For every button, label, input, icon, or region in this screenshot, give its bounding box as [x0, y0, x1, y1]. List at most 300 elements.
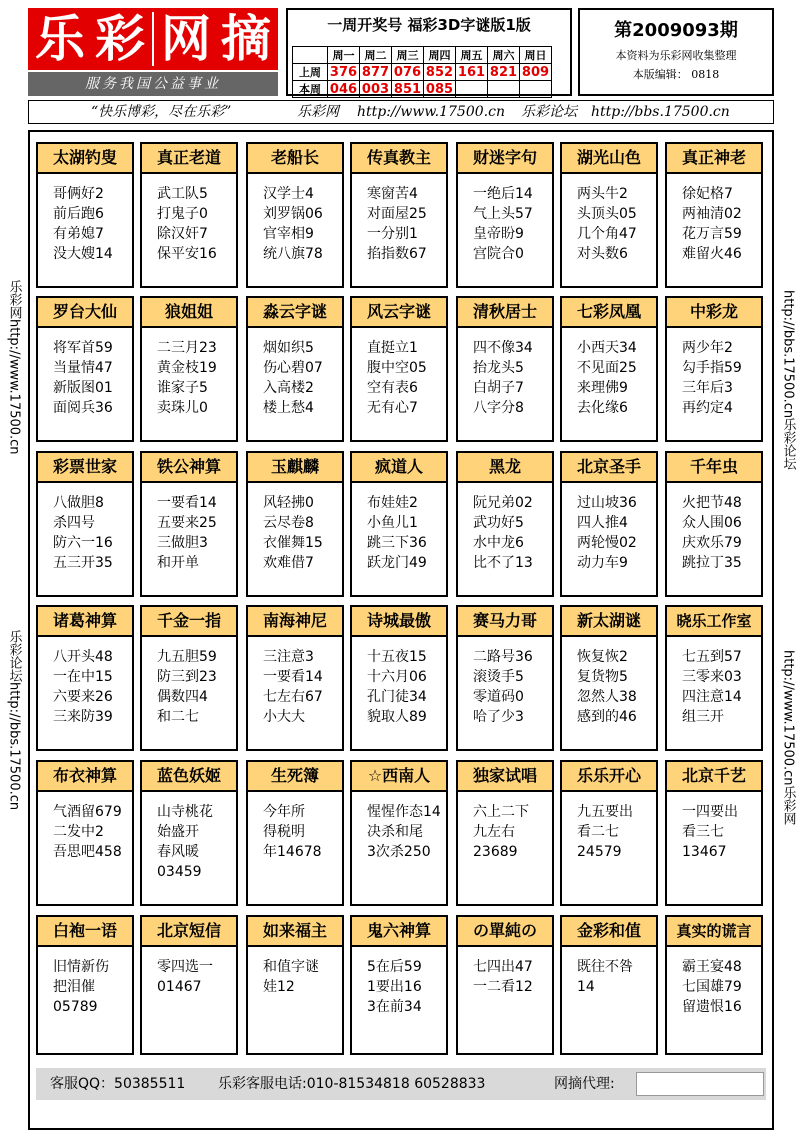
riddle-card — [140, 451, 238, 597]
riddle-line: 零四选一 — [157, 959, 213, 975]
row-label: 本周 — [293, 81, 328, 98]
footer-phone: 乐彩客服电话:010-81534818 60528833 — [218, 1076, 486, 1092]
riddle-line: 刘罗锅06 — [263, 206, 323, 222]
riddle-line: 03459 — [157, 864, 202, 880]
riddle-line: 看三七 — [682, 824, 724, 840]
riddle-line: 貌取人89 — [367, 709, 427, 725]
riddle-card-title: 传真教主 — [352, 144, 446, 174]
riddle-card — [665, 760, 763, 906]
riddle-line: 有弟媳7 — [53, 226, 104, 242]
riddle-line: 徐妃格7 — [682, 186, 733, 202]
riddle-card-body — [562, 637, 656, 727]
riddle-line: 直挺立1 — [367, 340, 418, 356]
riddle-line: 八字分8 — [473, 400, 524, 416]
draw-number: 003 — [360, 81, 392, 98]
riddle-card — [140, 915, 238, 1055]
riddle-card — [456, 605, 554, 751]
table-corner-cell — [293, 47, 328, 64]
riddle-line: 和开单 — [157, 555, 199, 571]
riddle-line: 春风暖 — [157, 844, 199, 860]
forum-link[interactable]: http://bbs.17500.cn — [591, 104, 730, 120]
riddle-card-title: 独家试唱 — [458, 762, 552, 792]
riddle-line: 花万言59 — [682, 226, 742, 242]
logo-char: 乐 — [35, 10, 85, 68]
riddle-line: 九五要出 — [577, 804, 633, 820]
riddle-line: 欢难借7 — [263, 555, 314, 571]
riddle-card — [350, 296, 448, 442]
logo-char: 彩 — [95, 10, 145, 68]
riddle-line: 武功好5 — [473, 515, 524, 531]
riddle-line: 两头牛2 — [577, 186, 628, 202]
riddle-card-body — [248, 174, 342, 264]
riddle-line: 哈了少3 — [473, 709, 524, 725]
riddle-line: 防六一16 — [53, 535, 113, 551]
riddle-line: 皇帝盼9 — [473, 226, 524, 242]
riddle-line: 面阅兵36 — [53, 400, 113, 416]
riddle-card — [36, 296, 134, 442]
riddle-card — [665, 605, 763, 751]
riddle-line: 黄金枝19 — [157, 360, 217, 376]
riddle-line: 3次杀250 — [367, 844, 431, 860]
side-forum-name: 乐彩论坛 — [780, 418, 796, 471]
agent-input[interactable] — [636, 1072, 764, 1096]
riddle-line: 过山坡36 — [577, 495, 637, 511]
draw-number: 877 — [360, 64, 392, 81]
riddle-card-title: 诗城最傲 — [352, 607, 446, 637]
riddle-line: 白胡子7 — [473, 380, 524, 396]
riddle-line: 将军首59 — [53, 340, 113, 356]
riddle-card — [456, 915, 554, 1055]
riddle-card-body — [248, 637, 342, 727]
riddle-line: 七国雄79 — [682, 979, 742, 995]
riddle-card-title: 清秋居士 — [458, 298, 552, 328]
riddle-line: 卖珠儿0 — [157, 400, 208, 416]
riddle-line: 水中龙6 — [473, 535, 524, 551]
riddle-line: 13467 — [682, 844, 727, 860]
riddle-card-title: 乐乐开心 — [562, 762, 656, 792]
riddle-card-body — [562, 483, 656, 573]
riddle-card — [560, 760, 658, 906]
riddle-line: 把泪催 — [53, 979, 95, 995]
side-forum-url[interactable]: http://bbs.17500.cn — [6, 682, 22, 811]
riddle-card-title: 北京千艺 — [667, 762, 761, 792]
riddle-line: 伤心碧07 — [263, 360, 323, 376]
riddle-line: 两少年2 — [682, 340, 733, 356]
riddle-line: 九五胆59 — [157, 649, 217, 665]
riddle-line: 九左右 — [473, 824, 515, 840]
riddle-card — [140, 142, 238, 288]
riddle-card-title: ☆西南人 — [352, 762, 446, 792]
riddle-line: 今年所 — [263, 804, 305, 820]
riddle-line: 一在中15 — [53, 669, 113, 685]
draw-number: 821 — [488, 64, 520, 81]
riddle-card-title: 老船长 — [248, 144, 342, 174]
riddle-line: 旧情新伤 — [53, 959, 109, 975]
riddle-line: 1要出16 — [367, 979, 422, 995]
right-side-bottom — [778, 650, 798, 825]
riddle-card-body — [142, 483, 236, 573]
riddle-line: 23689 — [473, 844, 518, 860]
draw-number: 852 — [424, 64, 456, 81]
riddle-line: 八做胆8 — [53, 495, 104, 511]
riddle-card-body — [667, 637, 761, 727]
riddle-card-title: 湖光山色 — [562, 144, 656, 174]
riddle-card-title: 真实的谎言 — [667, 917, 761, 947]
riddle-card-body — [248, 328, 342, 418]
riddle-card-body — [458, 328, 552, 418]
riddle-card — [36, 915, 134, 1055]
riddle-line: 二发中2 — [53, 824, 104, 840]
riddle-line: 头顶头05 — [577, 206, 637, 222]
riddle-card — [560, 605, 658, 751]
riddle-card-body — [352, 637, 446, 727]
riddle-line: 七左右67 — [263, 689, 323, 705]
riddle-line: 决杀和尾 — [367, 824, 423, 840]
riddle-card-title: 蓝色妖姬 — [142, 762, 236, 792]
riddle-card-title: 狼姐姐 — [142, 298, 236, 328]
footer-qq: 客服QQ：50385511 — [50, 1076, 186, 1092]
riddle-line: 跳拉丁35 — [682, 555, 742, 571]
riddle-card-body — [562, 174, 656, 264]
riddle-line: 三年后3 — [682, 380, 733, 396]
day-header: 周四 — [424, 47, 456, 64]
riddle-line: 众人围06 — [682, 515, 742, 531]
right-side-top — [778, 290, 798, 470]
riddle-line: 惺惺作态14 — [367, 804, 441, 820]
issue-number: 第2009093期 — [614, 20, 738, 41]
riddle-card-body — [142, 947, 236, 997]
riddle-line: 始盛开 — [157, 824, 199, 840]
riddle-card — [456, 760, 554, 906]
left-side-bottom — [4, 630, 24, 810]
riddle-card-title: 白袍一语 — [38, 917, 132, 947]
motto-quote: “快乐博彩，尽在乐彩” — [91, 104, 232, 120]
riddle-line: 5在后59 — [367, 959, 422, 975]
riddle-line: 一四要出 — [682, 804, 738, 820]
riddle-line: 三注意3 — [263, 649, 314, 665]
riddle-card — [36, 142, 134, 288]
riddle-card-title: 南海神尼 — [248, 607, 342, 637]
riddle-line: 七四出47 — [473, 959, 533, 975]
riddle-card-title: 金彩和值 — [562, 917, 656, 947]
riddle-card-body — [667, 792, 761, 862]
riddle-card-body — [38, 947, 132, 1017]
riddle-line: 没大嫂14 — [53, 246, 113, 262]
riddle-line: 十五夜15 — [367, 649, 427, 665]
riddle-line: 3在前34 — [367, 999, 422, 1015]
riddle-line: 五三开35 — [53, 555, 113, 571]
side-site-url[interactable]: http://www.17500.cn — [780, 650, 796, 786]
riddle-card-title: 真正神老 — [667, 144, 761, 174]
riddle-line: 留遗恨16 — [682, 999, 742, 1015]
riddle-line: 宫院合0 — [473, 246, 524, 262]
riddle-card-title: 鬼六神算 — [352, 917, 446, 947]
riddle-line: 四注意14 — [682, 689, 742, 705]
draw-number: 809 — [520, 64, 552, 81]
riddle-line: 两轮慢02 — [577, 535, 637, 551]
draw-number: 085 — [424, 81, 456, 98]
riddle-line: 恢复恢2 — [577, 649, 628, 665]
riddle-card-title: 真正老道 — [142, 144, 236, 174]
riddle-line: 来理佛9 — [577, 380, 628, 396]
riddle-card-body — [458, 637, 552, 727]
riddle-card-title: 如来福主 — [248, 917, 342, 947]
riddle-card-title: の單純の — [458, 917, 552, 947]
riddle-card — [246, 915, 344, 1055]
riddle-line: 娃12 — [263, 979, 295, 995]
riddle-line: 一二看12 — [473, 979, 533, 995]
riddle-card — [246, 296, 344, 442]
riddle-line: 十六月06 — [367, 669, 427, 685]
riddle-card-title: 千金一指 — [142, 607, 236, 637]
riddle-line: 武工队5 — [157, 186, 208, 202]
riddle-line: 二三月23 — [157, 340, 217, 356]
riddle-line: 保平安16 — [157, 246, 217, 262]
riddle-line: 偶数四4 — [157, 689, 208, 705]
motto-bar — [28, 100, 774, 124]
riddle-card-title: 北京圣手 — [562, 453, 656, 483]
riddle-line: 六上二下 — [473, 804, 529, 820]
riddle-line: 六要来26 — [53, 689, 113, 705]
logo-divider — [152, 12, 154, 66]
riddle-card-body — [38, 637, 132, 727]
day-header: 周三 — [392, 47, 424, 64]
riddle-card — [665, 142, 763, 288]
riddle-line: 布娃娃2 — [367, 495, 418, 511]
riddle-line: 抬龙头5 — [473, 360, 524, 376]
riddle-line: 防三到23 — [157, 669, 217, 685]
draw-number: 851 — [392, 81, 424, 98]
side-forum-url[interactable]: http://bbs.17500.cn — [780, 290, 796, 419]
table-header-row — [293, 47, 552, 64]
issue-editor: 本版编辑： 0818 — [632, 68, 720, 81]
riddle-card-title: 彩票世家 — [38, 453, 132, 483]
riddle-line: 组三开 — [682, 709, 724, 725]
riddle-card-body — [352, 483, 446, 573]
riddle-card-body — [667, 947, 761, 1017]
riddle-card-body — [458, 792, 552, 862]
riddle-line: 14 — [577, 979, 595, 995]
riddle-line: 忽然人38 — [577, 689, 637, 705]
riddle-line: 新版图01 — [53, 380, 113, 396]
riddle-line: 阮兄弟02 — [473, 495, 533, 511]
draw-results-table — [292, 46, 552, 98]
riddle-card-body — [38, 328, 132, 418]
row-label: 上周 — [293, 64, 328, 81]
riddle-line: 小大大 — [263, 709, 305, 725]
riddle-card-body — [458, 174, 552, 264]
riddle-line: 不见面25 — [577, 360, 637, 376]
riddle-line: 跃龙门49 — [367, 555, 427, 571]
side-site-url[interactable]: http://www.17500.cn — [6, 319, 22, 455]
riddle-card — [140, 760, 238, 906]
riddle-card — [246, 760, 344, 906]
riddle-card-body — [142, 637, 236, 727]
riddle-card — [456, 296, 554, 442]
riddle-card — [456, 142, 554, 288]
riddle-card-title: 财迷字句 — [458, 144, 552, 174]
riddle-line: 年14678 — [263, 844, 322, 860]
riddle-line: 01467 — [157, 979, 202, 995]
riddle-line: 得税明 — [263, 824, 305, 840]
riddle-line: 衣催舞15 — [263, 535, 323, 551]
draw-number: 161 — [456, 64, 488, 81]
riddle-line: 一分别1 — [367, 226, 418, 242]
riddle-card-title: 七彩凤凰 — [562, 298, 656, 328]
riddle-card-title: 布衣神算 — [38, 762, 132, 792]
riddle-line: 气上头57 — [473, 206, 533, 222]
riddle-line: 既往不咎 — [577, 959, 633, 975]
riddle-card — [560, 451, 658, 597]
riddle-line: 感到的46 — [577, 709, 637, 725]
riddle-line: 小西天34 — [577, 340, 637, 356]
riddle-card — [560, 142, 658, 288]
riddle-line: 入高楼2 — [263, 380, 314, 396]
riddle-line: 再约定4 — [682, 400, 733, 416]
issue-panel — [578, 8, 774, 96]
day-header: 周五 — [456, 47, 488, 64]
riddle-line: 和二七 — [157, 709, 199, 725]
day-header: 周六 — [488, 47, 520, 64]
riddle-line: 杀四号 — [53, 515, 95, 531]
riddle-line: 哥俩好2 — [53, 186, 104, 202]
riddle-card-title: 生死簿 — [248, 762, 342, 792]
riddle-card — [350, 915, 448, 1055]
draw-number — [456, 81, 488, 98]
side-forum-name: 乐彩论坛 — [6, 630, 22, 682]
riddle-card-body — [38, 792, 132, 862]
riddle-line: 统八旗78 — [263, 246, 323, 262]
riddle-line: 零道码0 — [473, 689, 524, 705]
riddle-line: 动力车9 — [577, 555, 628, 571]
riddle-card-body — [458, 947, 552, 997]
riddle-card — [246, 451, 344, 597]
riddle-card-title: 北京短信 — [142, 917, 236, 947]
riddle-line: 四不像34 — [473, 340, 533, 356]
draw-results-panel — [286, 8, 572, 96]
table-row — [293, 81, 552, 98]
riddle-card-title: 赛马力哥 — [458, 607, 552, 637]
day-header: 周日 — [520, 47, 552, 64]
riddle-line: 三做胆3 — [157, 535, 208, 551]
riddle-card — [246, 605, 344, 751]
riddle-line: 看二七 — [577, 824, 619, 840]
riddle-card-title: 罗台大仙 — [38, 298, 132, 328]
riddle-line: 霸王宴48 — [682, 959, 742, 975]
forum-label: 乐彩论坛 — [521, 104, 577, 120]
riddle-card-body — [38, 174, 132, 264]
riddle-line: 汉学士4 — [263, 186, 314, 202]
riddle-line: 四人推4 — [577, 515, 628, 531]
footer-agent-label: 网摘代理: — [554, 1076, 615, 1092]
riddle-card-body — [667, 483, 761, 573]
left-side-top — [4, 280, 24, 455]
riddle-card — [665, 915, 763, 1055]
riddle-card-body — [248, 483, 342, 573]
riddle-card-body — [667, 328, 761, 418]
day-header: 周一 — [328, 47, 360, 64]
riddle-line: 五要来25 — [157, 515, 217, 531]
riddle-card-title: 淼云字谜 — [248, 298, 342, 328]
table-row — [293, 64, 552, 81]
riddle-card — [140, 605, 238, 751]
side-site-name: 乐彩网 — [780, 785, 796, 825]
riddle-card — [36, 760, 134, 906]
riddle-card — [350, 760, 448, 906]
riddle-card-title: 晓乐工作室 — [667, 607, 761, 637]
logo-char: 网 — [161, 10, 211, 68]
site-link[interactable]: http://www.17500.cn — [357, 104, 505, 120]
riddle-line: 勾手指59 — [682, 360, 742, 376]
riddle-card-body — [248, 947, 342, 997]
riddle-line: 山寺桃花 — [157, 804, 213, 820]
riddle-line: 当量情47 — [53, 360, 113, 376]
riddle-line: 吾思吧458 — [53, 844, 122, 860]
riddle-card-body — [248, 792, 342, 862]
riddle-card — [246, 142, 344, 288]
draw-number: 046 — [328, 81, 360, 98]
riddle-line: 楼上愁4 — [263, 400, 314, 416]
side-site-name: 乐彩网 — [6, 280, 22, 319]
riddle-line: 跳三下36 — [367, 535, 427, 551]
riddle-card-body — [562, 328, 656, 418]
footer-bar — [36, 1068, 766, 1100]
site-label: 乐彩网 — [297, 104, 339, 120]
riddle-card-body — [352, 328, 446, 418]
riddle-card — [350, 451, 448, 597]
riddle-line: 火把节48 — [682, 495, 742, 511]
riddle-line: 孔门徒34 — [367, 689, 427, 705]
riddle-line: 几个角47 — [577, 226, 637, 242]
riddle-line: 三来防39 — [53, 709, 113, 725]
riddle-card — [665, 296, 763, 442]
riddle-line: 复货物5 — [577, 669, 628, 685]
riddle-line: 二路号36 — [473, 649, 533, 665]
riddle-line: 比不了13 — [473, 555, 533, 571]
issue-note: 本资料为乐彩网收集整理 — [615, 49, 737, 62]
riddle-line: 滚烫手5 — [473, 669, 524, 685]
riddle-line: 前后跑6 — [53, 206, 104, 222]
riddle-card-title: 诸葛神算 — [38, 607, 132, 637]
riddle-card-body — [667, 174, 761, 264]
riddle-card — [456, 451, 554, 597]
riddle-card-title: 新太湖谜 — [562, 607, 656, 637]
riddle-line: 掐指数67 — [367, 246, 427, 262]
draw-number: 076 — [392, 64, 424, 81]
draw-number — [488, 81, 520, 98]
riddle-card-title: 黑龙 — [458, 453, 552, 483]
draw-results-title: 一周开奖号 福彩3D字谜版1版 — [327, 16, 531, 34]
riddle-card — [36, 451, 134, 597]
riddle-card-title: 风云字谜 — [352, 298, 446, 328]
riddle-card-body — [142, 328, 236, 418]
riddle-line: 谁家子5 — [157, 380, 208, 396]
riddle-card — [560, 296, 658, 442]
riddle-card-title: 千年虫 — [667, 453, 761, 483]
riddle-line: 八开头48 — [53, 649, 113, 665]
riddle-card-title: 铁公神算 — [142, 453, 236, 483]
riddle-card-title: 太湖钓叟 — [38, 144, 132, 174]
riddle-line: 一绝后14 — [473, 186, 533, 202]
riddle-line: 两袖清02 — [682, 206, 742, 222]
riddle-card-body — [458, 483, 552, 573]
riddle-card — [140, 296, 238, 442]
riddle-line: 七五到57 — [682, 649, 742, 665]
riddle-card-body — [352, 174, 446, 264]
riddle-line: 除汉奸7 — [157, 226, 208, 242]
riddle-line: 官宰相9 — [263, 226, 314, 242]
slogan: 服务我国公益事业 — [28, 72, 278, 96]
